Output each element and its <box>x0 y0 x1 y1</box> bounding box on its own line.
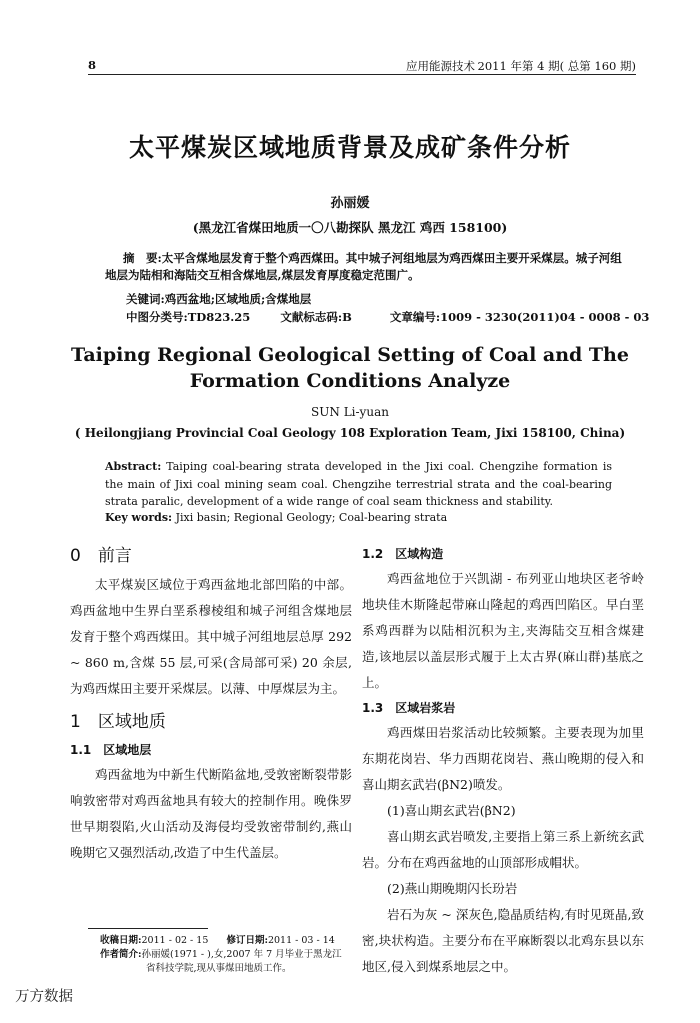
watermark-text: 万方数据 <box>15 989 73 1005</box>
footnote-bio-cont: 省科技学院,现从事煤田地质工作。 <box>146 963 292 974</box>
revised-label: 修订日期: <box>226 935 268 946</box>
keywords-en <box>105 511 447 524</box>
title-en-line1: Taiping Regional Geological Setting of Coal and The <box>71 344 629 366</box>
subsection-1-3-paragraph: 鸡西煤田岩浆活动比较频繁。主要表现为加里东期花岗岩、华力西期花岗岩、燕山晚期的侵入和喜山期玄武岩(βN2)喷发。 <box>362 725 644 792</box>
item-1-heading: (1)喜山期玄武岩(βN2) <box>387 803 516 818</box>
section-0-paragraph: 太平煤炭区域位于鸡西盆地北部凹陷的中部。鸡西盆地中生界白垩系穆棱组和城子河组含煤地层发育于整个鸡西煤田。其中城子河组地层总厚 292 ~ 860 m,含煤 55 层,可采(含局部可采) 20 余层,为鸡西煤田主要开采煤层。以薄、中厚煤层为主。 <box>70 577 352 696</box>
revised-date: 2011 - 03 - 14 <box>267 935 335 946</box>
bio-label: 作者简介: <box>100 949 142 960</box>
abstract-en-label: Abstract: <box>105 460 162 473</box>
item-1-paragraph: 喜山期玄武岩喷发,主要指上第三系上新统玄武岩。分布在鸡西盆地的山顶部形成帽状。 <box>362 829 644 870</box>
affiliation-cn: (黑龙江省煤田地质一〇八勘探队 黑龙江 鸡西 158100) <box>192 220 508 235</box>
section-1-heading: 1 区域地质 <box>70 712 166 732</box>
keywords-en-label: Key words: <box>105 511 173 524</box>
issue-info: 2011 年第 4 期( 总第 160 期) <box>477 59 636 73</box>
subsection-1-3-heading: 1.3 区域岩浆岩 <box>362 701 456 715</box>
author-en: SUN Li-yuan <box>311 405 389 419</box>
clc-value: TD823.25 <box>187 310 251 324</box>
received-date: 2011 - 02 - 15 <box>141 935 209 946</box>
received-label: 收稿日期: <box>100 935 142 946</box>
doc-code-value: B <box>342 310 352 324</box>
abstract-cn-text: 太平含煤地层发育于整个鸡西煤田。其中城子河组地层为鸡西煤田主要开采煤层。城子河组地层为陆相和海陆交互相含煤地层,煤层发育厚度稳定范围广。 <box>105 251 622 282</box>
journal-name: 应用能源技术 <box>406 59 475 73</box>
footnote-bio <box>100 948 350 962</box>
classification-line <box>126 309 649 325</box>
footnote-rule <box>88 928 208 929</box>
abstract-cn-label: 摘 要: <box>123 251 162 265</box>
subsection-1-1-heading: 1.1 区域地层 <box>70 743 152 757</box>
section-0-heading: 0 前言 <box>70 546 132 566</box>
subsection-1-1-paragraph: 鸡西盆地为中新生代断陷盆地,受敦密断裂带影响敦密带对鸡西盆地具有较大的控制作用。晚侏罗世早期裂陷,火山活动及海侵均受敦密带制约,燕山晚期它又强烈活动,改造了中生代盖层。 <box>70 767 352 860</box>
author-cn: 孙丽媛 <box>330 196 370 211</box>
paper-title-cn: 太平煤炭区域地质背景及成矿条件分析 <box>128 133 571 162</box>
clc-label: 中图分类号: <box>126 310 188 324</box>
keywords-cn-label: 关键词: <box>126 292 165 306</box>
bio-line-1: 孙丽媛(1971 - ),女,2007 年 7 月毕业于黑龙江 <box>141 949 342 960</box>
abstract-en-text: Taiping coal-bearing strata developed in the Jixi coal. Chengzihe formation is the main of Jixi coal mining seam coal. Chengzihe terrestrial strata and the coal-bearing strata paralic, development of a wide range of coal seam thickness and stability. <box>105 460 612 508</box>
article-number-value: 1009 - 3230(2011)04 - 0008 - 03 <box>440 310 650 324</box>
footnote-dates <box>100 934 350 948</box>
running-header <box>88 56 636 75</box>
left-column <box>70 540 352 866</box>
abstract-cn <box>105 250 625 284</box>
item-2-paragraph: 岩石为灰 ~ 深灰色,隐晶质结构,有时见斑晶,致密,块状构造。主要分布在平麻断裂以北鸡东县以东地区,侵入到煤系地层之中。 <box>362 907 644 974</box>
subsection-1-2-heading: 1.2 区域构造 <box>362 547 444 561</box>
title-en-line2: Formation Conditions Analyze <box>189 370 511 392</box>
keywords-cn <box>126 291 311 307</box>
doc-code-label: 文献标志码: <box>280 310 343 324</box>
keywords-en-text: Jixi basin; Regional Geology; Coal-bearing strata <box>172 511 448 524</box>
abstract-en <box>105 458 612 511</box>
article-number-label: 文章编号: <box>389 310 441 324</box>
affiliation-en: ( Heilongjiang Provincial Coal Geology 108 Exploration Team, Jixi 158100, China) <box>74 426 626 440</box>
paper-title-en <box>0 342 700 394</box>
item-2-heading: (2)燕山期晚期闪长玢岩 <box>387 881 518 896</box>
right-column <box>362 542 644 980</box>
keywords-cn-text: 鸡西盆地;区域地质;含煤地层 <box>164 292 312 306</box>
subsection-1-2-paragraph: 鸡西盆地位于兴凯湖 - 布列亚山地块区老爷岭地块佳木斯隆起带麻山隆起的鸡西凹陷区。早白垩系鸡西群为以陆相沉积为主,夹海陆交互相含煤建造,该地层以盖层形式履于上太古界(麻山群)基底之上。 <box>362 571 644 690</box>
page-number: 8 <box>88 58 97 72</box>
